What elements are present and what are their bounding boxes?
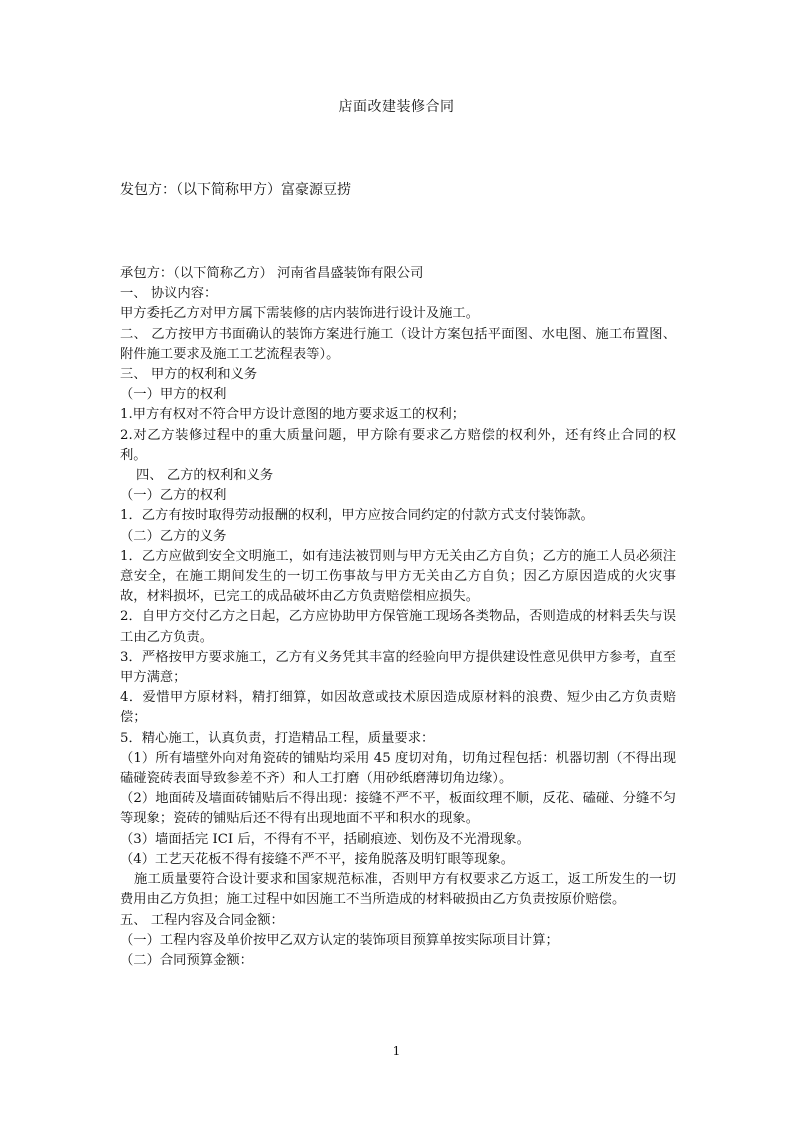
- paragraph: 1.甲方有权对不符合甲方设计意图的地方要求返工的权利；: [120, 407, 466, 423]
- party-a-line: 发包方：（以下简称甲方）富豪源豆捞: [120, 182, 351, 198]
- paragraph: （二）合同预算金额：: [120, 952, 253, 968]
- section-heading-5: 五、 工程内容及合同金额：: [120, 912, 284, 928]
- section-heading-3: 三、 甲方的权利和义务: [120, 367, 258, 383]
- paragraph: 4．爱惜甲方原材料，精打细算，如因故意或技术原因造成原材料的浪费、短少由乙方负责赔偿；: [120, 690, 676, 726]
- paragraph: （4）工艺天花板不得有接缝不严不平，接角脱落及明钉眼等现象。: [120, 851, 515, 867]
- paragraph: 甲方委托乙方对甲方属下需装修的店内装饰进行设计及施工。: [120, 306, 480, 322]
- paragraph: （一）工程内容及单价按甲乙双方认定的装饰项目预算单按实际项目计算；: [120, 932, 559, 948]
- paragraph: 2．自甲方交付乙方之日起，乙方应协助甲方保管施工现场各类物品，否则造成的材料丢失与误工由乙方负责。: [120, 609, 676, 645]
- section-heading-1: 一、 协议内容：: [120, 286, 218, 302]
- page-number: 1: [392, 1044, 401, 1058]
- paragraph: 5．精心施工，认真负责，打造精品工程，质量要求：: [120, 730, 435, 746]
- paragraph: 1．乙方有按时取得劳动报酬的权利，甲方应按合同约定的付款方式支付装饰款。: [120, 508, 594, 524]
- paragraph: （1）所有墙壁外向对角瓷砖的铺贴均采用 45 度切对角，切角过程包括：机器切割（不得出现磕碰瓷砖表面导致参差不齐）和人工打磨（用砂纸磨薄切角边缘）。: [120, 750, 676, 787]
- section-heading-2: 二、 乙方按甲方书面确认的装饰方案进行施工（设计方案包括平面图、水电图、施工布置图、附件施工要求及施工工艺流程表等）。: [120, 326, 676, 362]
- paragraph: （3）墙面括完 ICI 后，不得有不平，括刷痕迹、划伤及不光滑现象。: [120, 831, 530, 847]
- party-b-line: 承包方：（以下简称乙方） 河南省昌盛装饰有限公司: [120, 266, 424, 281]
- paragraph: 2.对乙方装修过程中的重大质量问题，甲方除有要求乙方赔偿的权利外，还有终止合同的权利。: [120, 427, 676, 463]
- paragraph: 3．严格按甲方要求施工，乙方有义务凭其丰富的经验向甲方提供建设性意见供甲方参考，直至甲方满意；: [120, 649, 676, 686]
- contract-body: [120, 264, 676, 971]
- paragraph: （2）地面砖及墙面砖铺贴后不得出现：接缝不严不平，板面纹理不顺，反花、磕碰、分缝不匀等现象；瓷砖的铺贴后还不得有出现地面不平和积水的现象。: [120, 791, 676, 827]
- subsection-heading: （二）乙方的义务: [120, 528, 227, 544]
- document-title: 店面改建装修合同: [338, 99, 455, 115]
- subsection-heading: （一）甲方的权利: [120, 387, 227, 403]
- section-heading-4: 四、 乙方的权利和义务: [136, 468, 274, 484]
- paragraph: 施工质量要符合设计要求和国家规范标准，否则甲方有权要求乙方返工，返工所发生的一切费用由乙方负担；施工过程中如因施工不当所造成的材料破损由乙方负责按原价赔偿。: [120, 872, 676, 908]
- subsection-heading: （一）乙方的权利: [120, 488, 227, 504]
- paragraph: 1．乙方应做到安全文明施工，如有违法被罚则与甲方无关由乙方自负；乙方的施工人员必须注意安全，在施工期间发生的一切工伤事故与甲方无关由乙方自负；因乙方原因造成的火灾事故，材料损坏，已完工的成品破坏由乙方负责赔偿相应损失。: [120, 548, 676, 605]
